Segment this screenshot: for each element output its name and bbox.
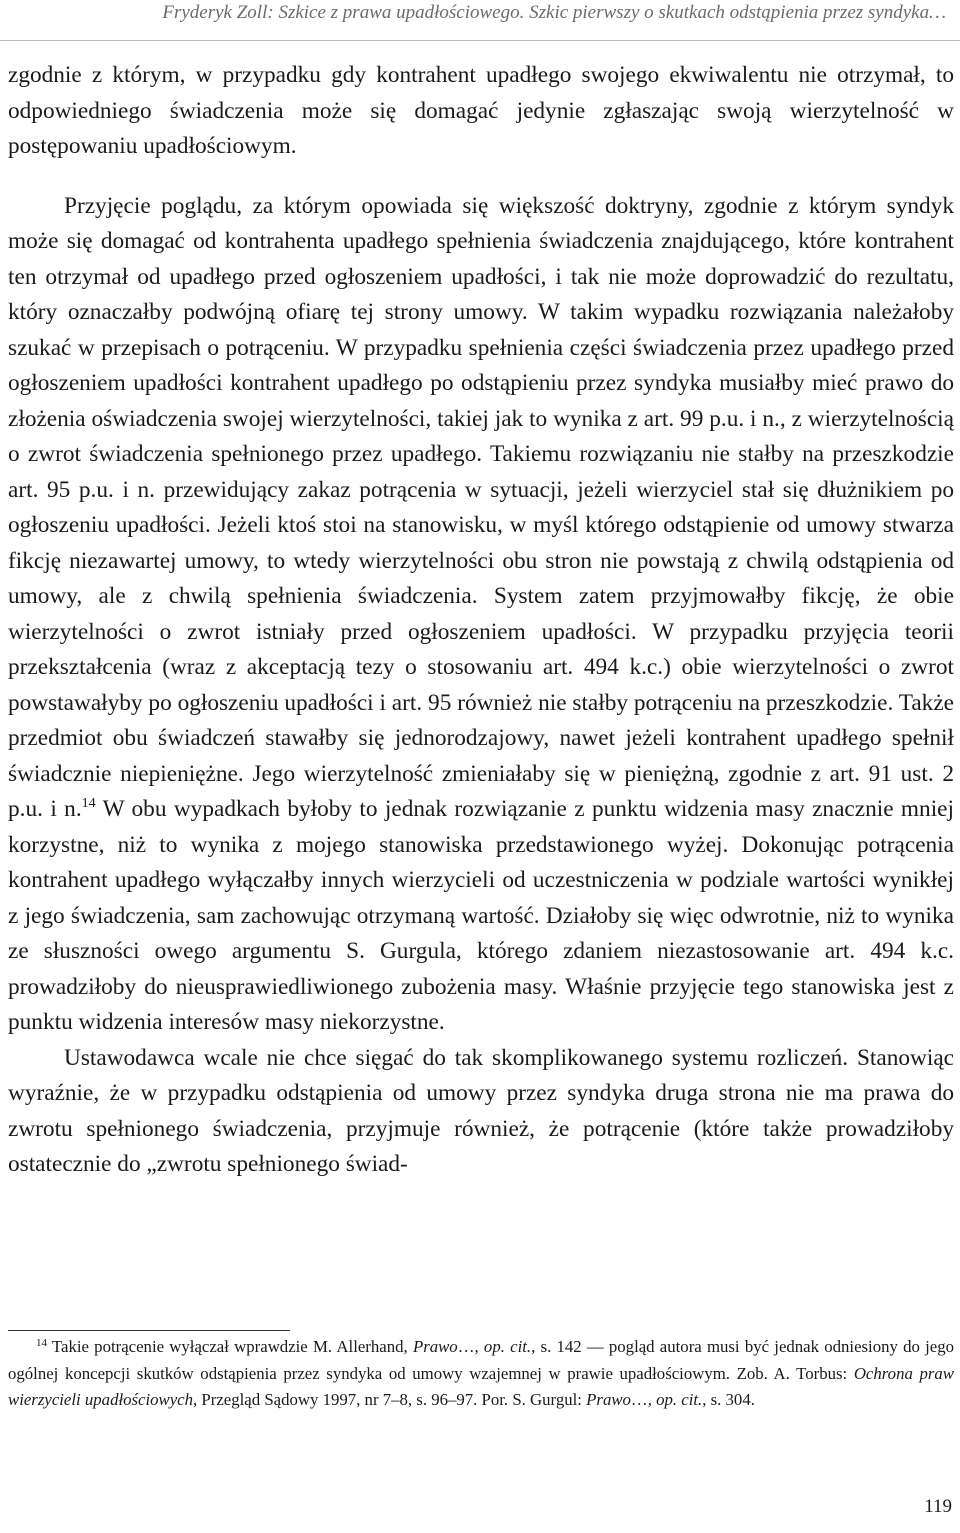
- paragraph-legislator: Ustawodawca wcale nie chce sięgać do tak skomplikowanego systemu rozliczeń. Stanowiąc wyraźnie, że w przypadku odstąpienia od umowy przez syndyka druga strona nie ma prawa do zwrotu spełnionego świadczenia, przyjmuje również, że potrącenie (które także prowadziłoby ostatecznie do „zwrotu spełnionego świad-: [8, 1044, 954, 1177]
- footnote-title-italic: Prawo: [586, 1390, 631, 1410]
- footnote-separator: [8, 1330, 290, 1331]
- footnote-number: 14: [36, 1337, 47, 1349]
- paragraph-setoff: [8, 189, 954, 1041]
- paragraph-continued: zgodnie z którym, w przypadku gdy kontrahent upadłego swojego ekwiwalentu nie otrzymał, to odpowiedniego świadczenia może się domagać jedynie zgłaszając swoją wierzytelność w postępowaniu upadłościowym.: [8, 62, 954, 159]
- paragraph-setoff-text-a: Przyjęcie poglądu, za którym opowiada się większość doktryny, zgodnie z którym syndyk może się domagać od kontrahenta upadłego spełnienia świadczenia znajdującego, które kontrahent ten otrzymał od upadłego przed ogłoszeniem upadłości, i tak nie może doprowadzić do rezultatu, który oznaczałby podwójną ofiarę tej strony umowy. W takim wypadku rozwiązania należałoby szukać w przepisach o potrąceniu. W przypadku spełnienia części świadczenia przez upadłego przed ogłoszeniem upadłości kontrahent upadłego po odstąpieniu przez syndyka musiałby mieć prawo do złożenia oświadczenia swojej wierzytelności, takiej jak to wynika z art. 99 p.u. i n., z wierzytelnością o zwrot świadczenia spełnionego przez upadłego. Takiemu rozwiązaniu nie stałby na przeszkodzie art. 95 p.u. i n. przewidujący zakaz potrącenia w sytuacji, jeżeli wierzyciel stał się dłużnikiem po ogłoszeniu upadłości. Jeżeli ktoś stoi na stanowisku, w myśl którego odstąpienie od umowy stwarza fikcję niezawartej umowy, to wtedy wierzytelności obu stron nie powstają z chwilą odstąpienia od umowy, ale z chwilą spełnienia świadczenia. System zatem przyjmowałby fikcję, że obie wierzytelności o zwrot istniały przed ogłoszeniem upadłości. W przypadku przyjęcia teorii przekształcenia (wraz z akceptacją tezy o stosowaniu art. 494 k.c.) obie wierzytelności o zwrot powstawałyby po ogłoszeniu upadłości i art. 95 również nie stałby potrąceniu na przeszkodzie. Także przedmiot obu świadczeń stawałby się jednorodzajowy, nawet jeżeli kontrahent upadłego spełnił świadcznie niepieniężne. Jego wierzytelność zmieniałaby się w pieniężną, zgodnie z art. 91 ust. 2 p.u. i n.: [8, 192, 954, 822]
- running-header: [0, 0, 960, 41]
- footnote-text: …,: [457, 1337, 484, 1356]
- footnote-title-italic: Prawo: [412, 1337, 458, 1356]
- footnote-op-cit: op. cit.: [483, 1337, 532, 1356]
- running-title: Fryderyk Zoll: Szkice z prawa upadłościowego. Szkic pierwszy o skutkach odstąpienia przez syndyka…: [162, 2, 946, 23]
- main-text: [8, 58, 954, 1183]
- footnote-text: , Przegląd Sądowy 1997, nr 7–8, s. 96–97. Por. S. Gurgul:: [193, 1390, 587, 1410]
- footnote-text: …,: [630, 1390, 657, 1410]
- footnote-text: , s. 142 — pogląd autora musi być jednak odniesiony do jego ogólnej koncepcji skutków odstąpienia przez syndyka od umowy wzajemnej w prawie upadłościowym. Zob. A. Torbus:: [8, 1337, 955, 1383]
- footnote-op-cit: op. cit.: [656, 1390, 703, 1410]
- footnote-text: , s. 304.: [702, 1390, 755, 1410]
- footnote-14: [8, 1334, 954, 1414]
- footnote-text: Takie potrącenie wyłączał wprawdzie M. Allerhand,: [47, 1337, 413, 1356]
- page-number: 119: [924, 1496, 952, 1517]
- footnote-title-italic: Ochrona praw wierzycieli upadłościowych: [8, 1363, 954, 1410]
- footnote-reference[interactable]: 14: [81, 796, 96, 811]
- paragraph-setoff-text-b: W obu wypadkach byłoby to jednak rozwiązanie z punktu widzenia masy znacznie mniej korzystne, niż to wynika z mojego stanowiska przedstawionego wyżej. Dokonując potrącenia kontrahent upadłego wyłączałby innych wierzycieli od uczestniczenia w podziale wartości wynikłej z jego świadczenia, sam zachowując otrzymaną wartość. Działoby się więc odwrotnie, niż to wynika ze słuszności owego argumentu S. Gurgula, którego zdaniem niezastosowanie art. 494 k.c. prowadziłoby do nieusprawiedliwionego zubożenia masy. Właśnie przyjęcie tego stanowiska jest z punktu widzenia interesów masy niekorzystne.: [8, 796, 954, 1035]
